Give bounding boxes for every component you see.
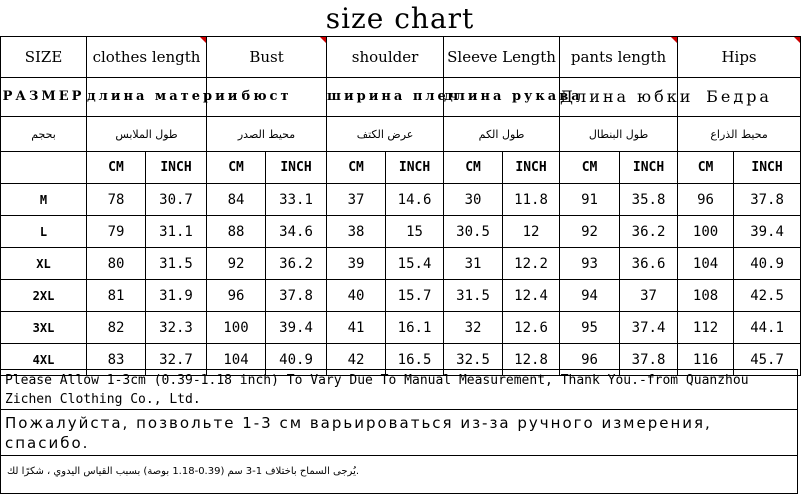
cm-value-cell: 37 <box>327 184 386 216</box>
cm-value-cell: 80 <box>87 248 146 280</box>
cm-value-cell: 32 <box>444 312 503 344</box>
table-row <box>1 312 801 344</box>
inch-value-cell: 16.5 <box>386 344 444 376</box>
inch-value-cell: 30.7 <box>146 184 207 216</box>
cm-value-cell: 42 <box>327 344 386 376</box>
unit-row <box>1 152 801 184</box>
cm-value-cell: 88 <box>207 216 266 248</box>
cm-value-cell: 100 <box>207 312 266 344</box>
cm-value-cell: 32.5 <box>444 344 503 376</box>
cm-value-cell: 40 <box>327 280 386 312</box>
inch-value-cell: 37.8 <box>266 280 327 312</box>
size-rows <box>1 184 801 376</box>
unit-inch: INCH <box>146 152 207 184</box>
cm-value-cell: 95 <box>560 312 620 344</box>
inch-value-cell: 37.8 <box>620 344 678 376</box>
inch-value-cell: 37 <box>620 280 678 312</box>
unit-inch: INCH <box>620 152 678 184</box>
cm-value-cell: 78 <box>87 184 146 216</box>
inch-value-cell: 12 <box>503 216 560 248</box>
unit-cm: CM <box>560 152 620 184</box>
cm-value-cell: 96 <box>678 184 734 216</box>
notes-block <box>0 369 800 495</box>
inch-value-cell: 12.4 <box>503 280 560 312</box>
table-row <box>1 216 801 248</box>
header-clothes-length: clothes length <box>87 37 207 78</box>
unit-cm: CM <box>87 152 146 184</box>
header-ar-clothes-length: طول الملابس <box>87 117 207 152</box>
cm-value-cell: 104 <box>207 344 266 376</box>
header-ru-shoulder: ширина плеч <box>327 78 444 117</box>
cm-value-cell: 81 <box>87 280 146 312</box>
inch-value-cell: 39.4 <box>734 216 801 248</box>
size-cell: 2XL <box>1 280 87 312</box>
header-shoulder: shoulder <box>327 37 444 78</box>
inch-value-cell: 36.6 <box>620 248 678 280</box>
cm-value-cell: 84 <box>207 184 266 216</box>
inch-value-cell: 16.1 <box>386 312 444 344</box>
cm-value-cell: 92 <box>560 216 620 248</box>
header-sleeve-length: Sleeve Length <box>444 37 560 78</box>
table-row <box>1 248 801 280</box>
cm-value-cell: 30 <box>444 184 503 216</box>
size-cell: M <box>1 184 87 216</box>
header-bust: Bust <box>207 37 327 78</box>
header-row-arabic <box>1 117 801 152</box>
unit-inch: INCH <box>386 152 444 184</box>
size-table <box>0 36 801 376</box>
inch-value-cell: 15.4 <box>386 248 444 280</box>
inch-value-cell: 39.4 <box>266 312 327 344</box>
header-ru-hips: Бедра <box>678 78 801 117</box>
header-ar-bust: محيط الصدر <box>207 117 327 152</box>
table-row <box>1 280 801 312</box>
note-arabic: يُرجى السماح باختلاف 1-3 سم (0.39-1.18 بوصة) بسبب القياس اليدوي ، شكرًا لك. <box>0 456 798 494</box>
size-cell: 4XL <box>1 344 87 376</box>
size-cell: XL <box>1 248 87 280</box>
cm-value-cell: 93 <box>560 248 620 280</box>
unit-cm: CM <box>678 152 734 184</box>
note-english: Please Allow 1-3cm (0.39-1.18 inch) To Vary Due To Manual Measurement, Thank You.-from Quanzhou Zichen Clothing Co., Ltd. <box>0 369 798 410</box>
header-ru-sleeve: длина рукава <box>444 78 560 117</box>
cm-value-cell: 112 <box>678 312 734 344</box>
cm-value-cell: 79 <box>87 216 146 248</box>
inch-value-cell: 32.7 <box>146 344 207 376</box>
header-ru-bust: бюст <box>207 78 327 117</box>
unit-inch: INCH <box>266 152 327 184</box>
chart-title: size chart <box>325 2 475 35</box>
inch-value-cell: 33.1 <box>266 184 327 216</box>
inch-value-cell: 15 <box>386 216 444 248</box>
unit-inch: INCH <box>734 152 801 184</box>
inch-value-cell: 12.6 <box>503 312 560 344</box>
note-russian: Пожалуйста, позвольте 1-3 см варьироваться из-за ручного измерения, спасибо. <box>0 410 798 456</box>
cm-value-cell: 91 <box>560 184 620 216</box>
cm-value-cell: 116 <box>678 344 734 376</box>
header-ru-pants: Длина юбки <box>560 78 678 117</box>
table-row <box>1 184 801 216</box>
header-ru-clothes-length: длина материи <box>87 78 207 117</box>
inch-value-cell: 31.1 <box>146 216 207 248</box>
inch-value-cell: 11.8 <box>503 184 560 216</box>
header-size: SIZE <box>1 37 87 78</box>
unit-cm: CM <box>327 152 386 184</box>
cm-value-cell: 31.5 <box>444 280 503 312</box>
inch-value-cell: 36.2 <box>266 248 327 280</box>
unit-cm: CM <box>207 152 266 184</box>
unit-blank <box>1 152 87 184</box>
cm-value-cell: 38 <box>327 216 386 248</box>
cm-value-cell: 41 <box>327 312 386 344</box>
header-ar-hips: محيط الذراع <box>678 117 801 152</box>
cm-value-cell: 104 <box>678 248 734 280</box>
inch-value-cell: 37.8 <box>734 184 801 216</box>
header-row-english <box>1 37 801 78</box>
header-ar-sleeve: طول الكم <box>444 117 560 152</box>
cm-value-cell: 100 <box>678 216 734 248</box>
inch-value-cell: 32.3 <box>146 312 207 344</box>
inch-value-cell: 31.5 <box>146 248 207 280</box>
cm-value-cell: 39 <box>327 248 386 280</box>
inch-value-cell: 34.6 <box>266 216 327 248</box>
inch-value-cell: 42.5 <box>734 280 801 312</box>
inch-value-cell: 40.9 <box>734 248 801 280</box>
inch-value-cell: 36.2 <box>620 216 678 248</box>
inch-value-cell: 15.7 <box>386 280 444 312</box>
cm-value-cell: 92 <box>207 248 266 280</box>
size-cell: 3XL <box>1 312 87 344</box>
unit-inch: INCH <box>503 152 560 184</box>
cm-value-cell: 82 <box>87 312 146 344</box>
inch-value-cell: 12.8 <box>503 344 560 376</box>
inch-value-cell: 35.8 <box>620 184 678 216</box>
cm-value-cell: 31 <box>444 248 503 280</box>
inch-value-cell: 37.4 <box>620 312 678 344</box>
cm-value-cell: 30.5 <box>444 216 503 248</box>
inch-value-cell: 44.1 <box>734 312 801 344</box>
unit-cm: CM <box>444 152 503 184</box>
header-ar-shoulder: عرض الكتف <box>327 117 444 152</box>
inch-value-cell: 12.2 <box>503 248 560 280</box>
cm-value-cell: 96 <box>207 280 266 312</box>
cm-value-cell: 96 <box>560 344 620 376</box>
inch-value-cell: 45.7 <box>734 344 801 376</box>
cm-value-cell: 83 <box>87 344 146 376</box>
cm-value-cell: 108 <box>678 280 734 312</box>
cm-value-cell: 94 <box>560 280 620 312</box>
header-hips: Hips <box>678 37 801 78</box>
size-cell: L <box>1 216 87 248</box>
header-ar-pants: طول البنطال <box>560 117 678 152</box>
header-ar-size: بحجم <box>1 117 87 152</box>
inch-value-cell: 14.6 <box>386 184 444 216</box>
header-row-russian <box>1 78 801 117</box>
inch-value-cell: 40.9 <box>266 344 327 376</box>
inch-value-cell: 31.9 <box>146 280 207 312</box>
header-pants-length: pants length <box>560 37 678 78</box>
header-ru-size: РАЗМЕР <box>1 78 87 117</box>
